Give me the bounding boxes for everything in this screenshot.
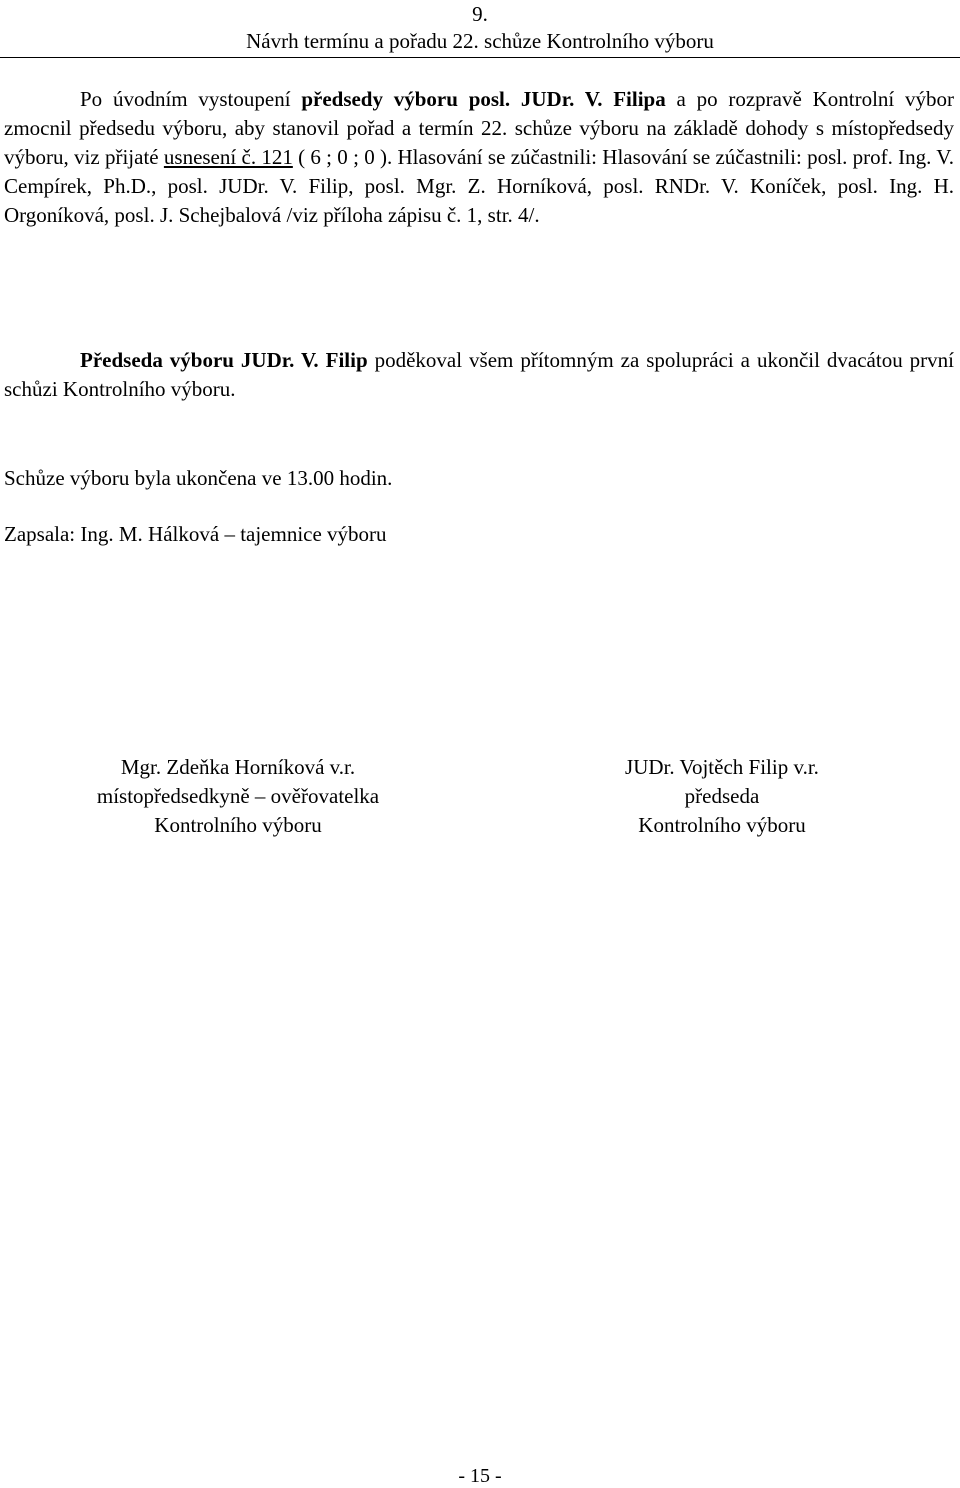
chair-bold: Předseda výboru JUDr. V. Filip <box>80 348 368 372</box>
item-number: 9. <box>472 2 488 26</box>
voting-text: ( 6 ; 0 ; 0 ). Hlasování se zúčastnili: Hlasování se zúčastnili: posl. prof. Ing. V. Cempírek, Ph.D., posl. JUDr. V. Filip, posl. Mgr. Z. Horníková, posl. RNDr. V. Koníček, posl. Ing. H. Orgoníková, posl. J. Schejbalová /viz příloha zápisu č. 1, str. 4/. <box>4 145 954 227</box>
meeting-end-line: Schůze výboru byla ukončena ve 13.00 hodin. <box>4 466 393 490</box>
signatory-role: předseda <box>684 784 760 808</box>
closing-paragraph <box>4 346 954 404</box>
signatory-name: JUDr. Vojtěch Filip v.r. <box>625 755 819 779</box>
signatory-org: Kontrolního výboru <box>638 813 806 837</box>
thanks-text: poděkoval všem přítomným za spolupráci a ukončil dvacátou první schůzi Kontrolního výboru. <box>4 348 954 401</box>
chair-name-bold: předsedy výboru posl. JUDr. V. Filipa <box>301 87 666 111</box>
resolution-paragraph <box>4 85 954 230</box>
signatory-role: místopředsedkyně – ověřovatelka <box>96 784 380 808</box>
resolution-link[interactable]: usnesení č. 121 <box>163 145 293 169</box>
item-title: Návrh termínu a pořadu 22. schůze Kontrolního výboru <box>246 29 714 53</box>
recorder-line: Zapsala: Ing. M. Hálková – tajemnice výboru <box>4 522 387 546</box>
header-rule <box>0 57 960 58</box>
signatory-org: Kontrolního výboru <box>154 813 322 837</box>
signatory-name: Mgr. Zdeňka Horníková v.r. <box>120 755 356 779</box>
signature-block-left <box>38 753 438 840</box>
signature-block-right <box>522 753 922 840</box>
page-number: - 15 - <box>458 1465 502 1487</box>
resolution-text: a po rozpravě Kontrolní výbor zmocnil předsedu výboru, aby stanovil pořad a termín 22. schůze výboru na základě dohody s místopředsedy výboru, viz přijaté <box>4 87 954 169</box>
intro-text: Po úvodním vystoupení <box>80 87 302 111</box>
